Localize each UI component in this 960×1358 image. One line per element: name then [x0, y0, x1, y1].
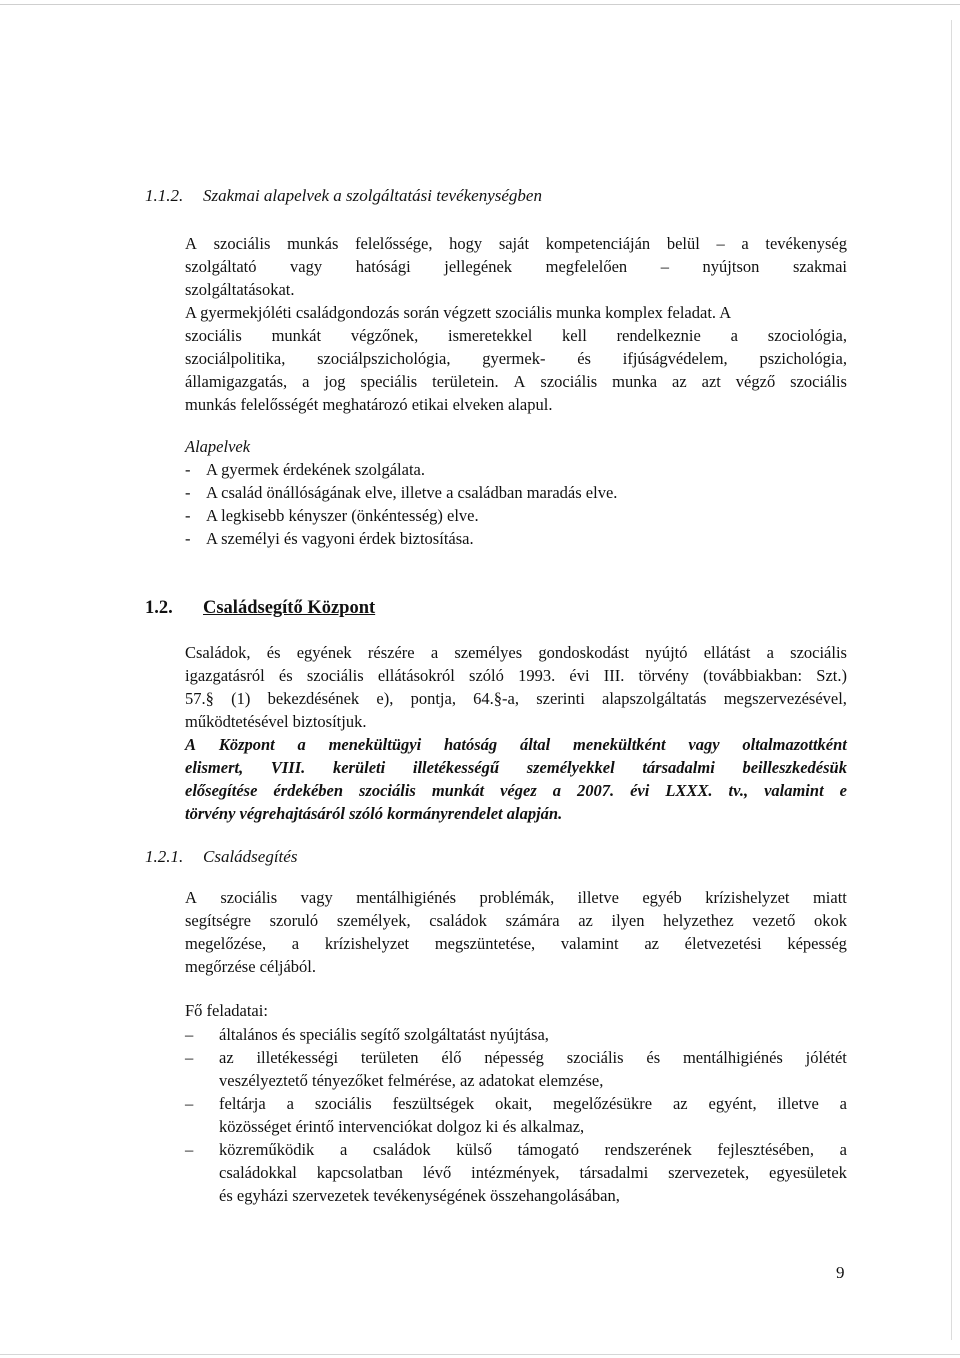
section-121-line-4: megőrzése céljából. [185, 957, 317, 976]
alapelvek-title: Alapelvek [185, 437, 251, 456]
alapelv-item: A gyermek érdekének szolgálata. [206, 460, 425, 479]
task-dash: – [185, 1025, 194, 1044]
scan-border-bottom [0, 1354, 960, 1355]
alapelv-item: A legkisebb kényszer (önkéntesség) elve. [206, 506, 479, 525]
task-line: feltárja a szociális feszültségek okait, megelőzésükre az egyént, illetve a [219, 1094, 847, 1113]
task-dash: – [185, 1140, 194, 1159]
section-12-line-2: igazgatásról és szociális ellátásokról szóló 1993. évi III. törvény (továbbiakban: Szt.) [185, 666, 847, 685]
alapelv-dash: - [185, 506, 191, 525]
page-number: 9 [836, 1263, 845, 1282]
task-line: közösséget érintő intervenciókat dolgoz ki és alkalmaz, [219, 1117, 585, 1136]
section-12-bold-line-4: törvény végrehajtásáról szóló kormányrendelet alapján. [185, 804, 563, 823]
section-12-bold-line-3: elősegítése érdekében szociális munkát végez a 2007. évi LXXX. tv., valamint e [185, 781, 847, 800]
section-12-title: Családsegítő Központ [203, 598, 376, 618]
scan-border-right [951, 20, 952, 1340]
section-112-line-3: szolgáltatásokat. [185, 280, 295, 299]
section-112-line-2: szolgáltató vagy hatósági jellegének megfelelően – nyújtson szakmai [185, 257, 847, 276]
section-112-line-7: államigazgatás, a jog speciális területein. A szociális munka az azt végző szociális [185, 372, 847, 391]
alapelv-item: A személyi és vagyoni érdek biztosítása. [206, 529, 474, 548]
alapelv-dash: - [185, 483, 191, 502]
task-line: és egyházi szervezetek tevékenységének összehangolásában, [219, 1186, 620, 1205]
section-112-line-4: A gyermekjóléti családgondozás során végzett szociális munka komplex feladat. A [185, 303, 732, 322]
section-112-line-8: munkás felelősségét meghatározó etikai elveken alapul. [185, 395, 553, 414]
section-112-title: Szakmai alapelvek a szolgáltatási tevékenységben [203, 186, 542, 205]
task-line: az illetékességi területen élő népesség szociális és mentálhigiénés jólétét [219, 1048, 847, 1067]
section-121-line-2: segítségre szoruló személyek, családok számára az ilyen helyzethez vezető okok [185, 911, 847, 930]
section-12-bold-line-2: elismert, VIII. kerületi illetékességű személyekkel társadalmi beilleszkedésük [185, 758, 847, 777]
alapelv-dash: - [185, 460, 191, 479]
task-line: közreműködik a családok külső támogató rendszerének fejlesztésében, a [219, 1140, 847, 1159]
task-line: családokkal kapcsolatban lévő intézmények, társadalmi szervezetek, egyesületek [219, 1163, 847, 1182]
section-112-line-1: A szociális munkás felelőssége, hogy saját kompetenciáján belül – a tevékenység [185, 234, 847, 253]
task-dash: – [185, 1048, 194, 1067]
section-112-number: 1.1.2. [145, 186, 184, 205]
section-12-bold-line-1: A Központ a menekültügyi hatóság által menekültként vagy oltalmazottként [185, 735, 847, 754]
task-line: általános és speciális segítő szolgáltatást nyújtása, [219, 1025, 549, 1044]
alapelv-dash: - [185, 529, 191, 548]
section-121-line-3: megelőzése, a krízishelyzet megszüntetése, valamint az életvezetési képesség [185, 934, 847, 953]
alapelv-item: A család önállóságának elve, illetve a családban maradás elve. [206, 483, 618, 502]
section-12-line-3: 57.§ (1) bekezdésének e), pontja, 64.§-a, szerinti alapszolgáltatás megszervezésével, [185, 689, 847, 708]
section-12-line-4: működtetésével biztosítjuk. [185, 712, 367, 731]
scan-border-top [0, 4, 960, 5]
section-121-title: Családsegítés [203, 847, 298, 866]
task-line: veszélyeztető tényezőket felmérése, az adatokat elemzése, [219, 1071, 604, 1090]
task-dash: – [185, 1094, 194, 1113]
section-121-number: 1.2.1. [145, 847, 184, 866]
section-12-number: 1.2. [145, 598, 173, 618]
tasks-title: Fő feladatai: [185, 1001, 268, 1020]
section-112-line-5: szociális munkát végzőnek, ismeretekkel kell rendelkeznie a szociológia, [185, 326, 847, 345]
section-121-line-1: A szociális vagy mentálhigiénés problémák, illetve egyéb krízishelyzet miatt [185, 888, 847, 907]
section-112-line-6: szociálpolitika, szociálpszichológia, gyermek- és ifjúságvédelem, pszichológia, [185, 349, 847, 368]
section-12-line-1: Családok, és egyének részére a személyes gondoskodást nyújtó ellátást a szociális [185, 643, 847, 662]
